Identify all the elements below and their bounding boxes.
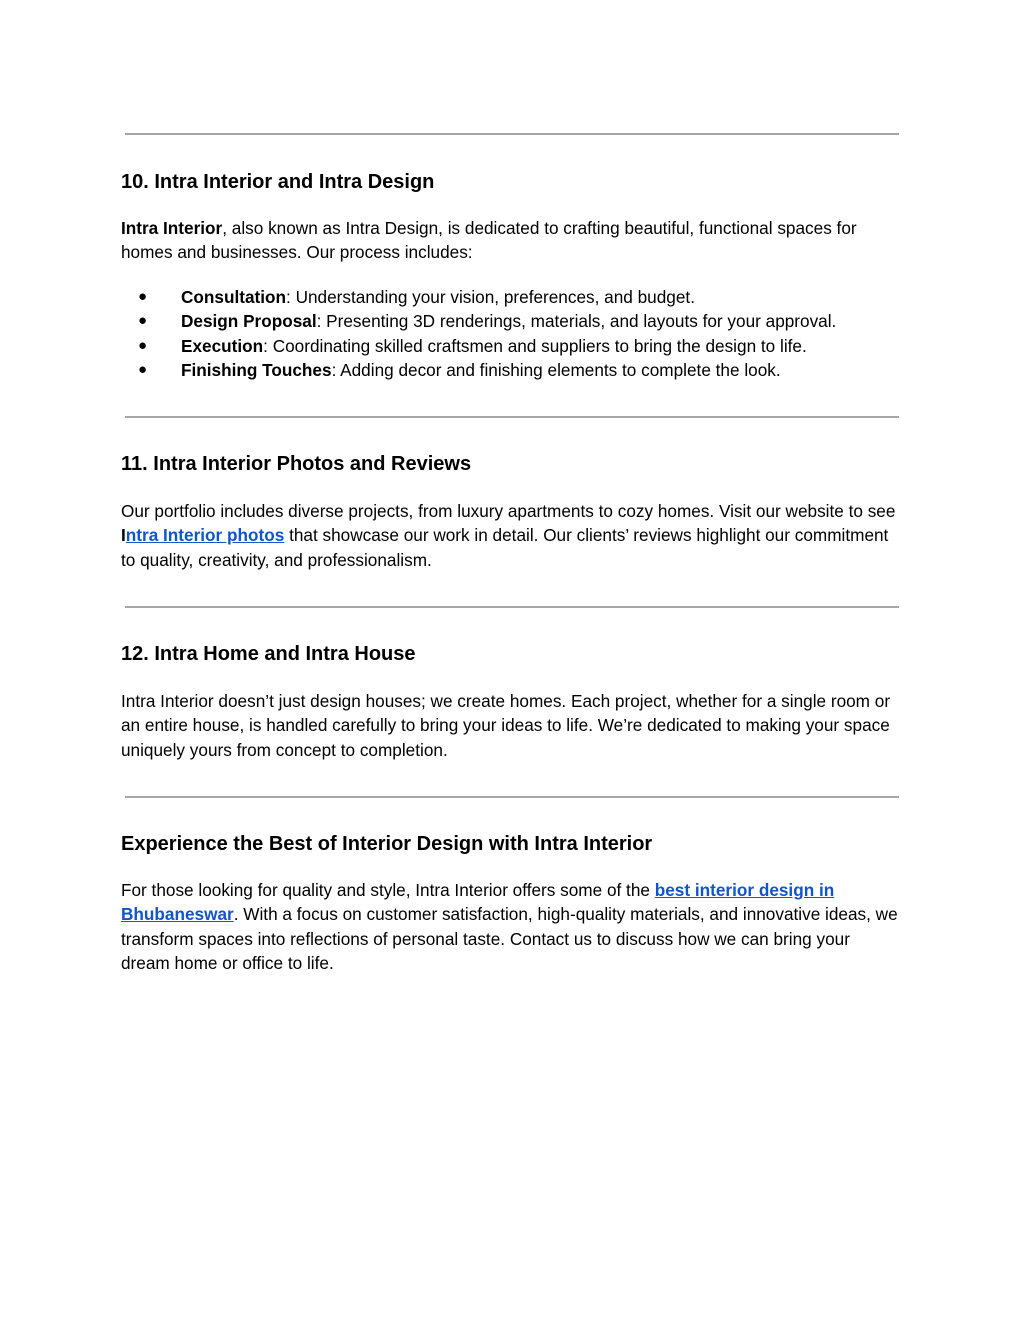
list-item-text: : Coordinating skilled craftsmen and suppliers to bring the design to life. <box>263 335 807 356</box>
horizontal-divider <box>125 796 899 798</box>
section-11-heading: 11. Intra Interior Photos and Reviews <box>121 453 472 475</box>
list-item-text: : Understanding your vision, preferences, and budget. <box>286 287 695 307</box>
list-item <box>121 358 899 382</box>
intro-text: , also known as Intra Design, is dedicated to crafting beautiful, functional spaces for homes and businesses. Our process includes: <box>121 218 857 263</box>
list-item <box>121 334 899 358</box>
section-11-paragraph <box>121 499 899 572</box>
closing-heading: Experience the Best of Interior Design with Intra Interior <box>121 833 653 855</box>
section-12-paragraph: Intra Interior doesn’t just design houses; we create homes. Each project, whether for a single room or an entire house, is handled carefully to bring your ideas to life. We’re dedicated to making your space uniquely yours from concept to completion. <box>121 691 891 760</box>
list-item-text: : Adding decor and finishing elements to complete the look. <box>331 359 781 380</box>
section-12-heading: 12. Intra Home and Intra House <box>121 643 416 665</box>
paragraph-text: Our portfolio includes diverse projects, from luxury apartments to cozy homes. Visit our website to see <box>121 501 896 521</box>
list-item-term: Consultation <box>181 287 287 307</box>
section-10-heading: 10. Intra Interior and Intra Design <box>121 171 435 193</box>
list-item-term: Execution <box>181 335 264 356</box>
paragraph-text: that showcase our work in detail. Our clients’ reviews highlight our commitment to quality, creativity, and professionalism. <box>121 525 889 570</box>
list-item <box>121 309 899 333</box>
closing-paragraph <box>121 878 899 975</box>
list-item <box>121 285 899 309</box>
list-item-text: : Presenting 3D renderings, materials, and layouts for your approval. <box>316 311 837 332</box>
intro-bold-term: Intra Interior <box>121 218 223 238</box>
paragraph-text: For those looking for quality and style, Intra Interior offers some of the <box>121 880 655 900</box>
section-10-intro <box>121 216 899 265</box>
bullet-icon: ● <box>138 288 148 305</box>
bullet-icon: ● <box>138 312 148 330</box>
bullet-icon: ● <box>138 336 148 354</box>
best-interior-design-link[interactable]: best interior design in Bhubaneswar <box>121 880 835 925</box>
list-item-term: Finishing Touches <box>181 359 332 380</box>
intra-interior-photos-link[interactable]: ntra Interior photos <box>125 525 285 546</box>
process-list <box>121 285 899 382</box>
horizontal-divider <box>125 606 899 608</box>
link-bold-letter: I <box>121 525 126 546</box>
list-item-term: Design Proposal <box>181 311 317 332</box>
horizontal-divider <box>125 133 899 135</box>
horizontal-divider <box>125 416 899 418</box>
bullet-icon: ● <box>138 360 148 378</box>
paragraph-text: . With a focus on customer satisfaction, high-quality materials, and innovative ideas, we transform spaces into reflections of personal taste. Contact us to discuss how we can bring your dream home or office to life. <box>121 904 898 973</box>
